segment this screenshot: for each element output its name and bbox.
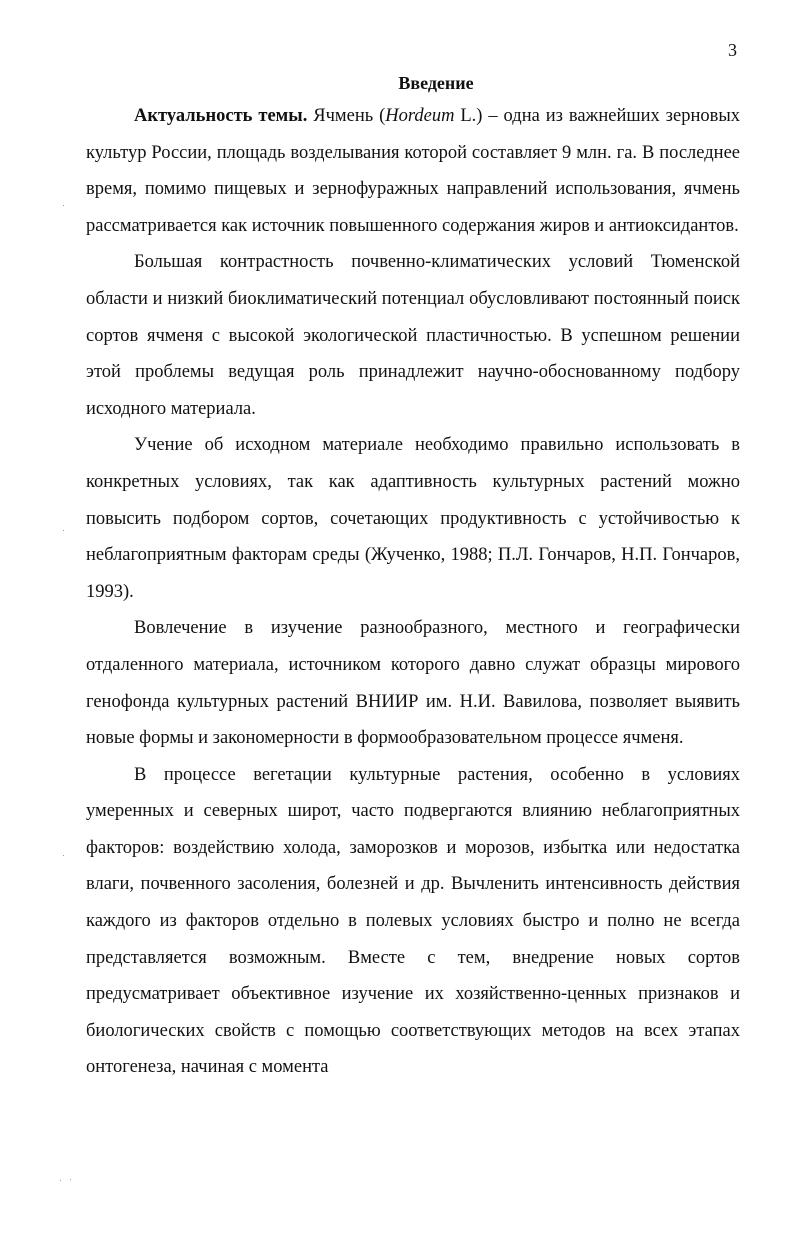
section-heading: Введение [398, 73, 474, 93]
paragraph: Большая контрастность почвенно-климатических условий Тюменской области и низкий биоклиматический потенциал обусловливают постоянный поиск сортов ячменя с высокой экологической пластичностью. В успешном решении этой проблемы ведущая роль принадлежит научно-обоснованному подбору исходного материала. [86, 252, 740, 419]
paragraph: В процессе вегетации культурные растения, особенно в условиях умеренных и северных широт, часто подвергаются влиянию неблагоприятных факторов: воздействию холода, заморозков и морозов, избытка или недостатка влаги, почвенного засоления, болезней и др. Вычленить интенсивность действия каждого из факторов отдельно в полевых условиях быстро и полно не всегда представляется возможным. Вместе с тем, внедрение новых сортов предусматривает объективное изучение их хозяйственно-ценных признаков и биологических свойств с помощью соответствующих методов на всех этапах онтогенеза, начиная с момента [86, 764, 740, 1078]
paragraph: Учение об исходном материале необходимо правильно использовать в конкретных условиях, так как адаптивность культурных растений можно повысить подбором сортов, сочетающих продуктивность с устойчивостью к неблагоприятным факторам среды (Жученко, 1988; П.Л. Гончаров, Н.П. Гончаров, 1993). [86, 435, 740, 602]
paragraph-relevance [86, 98, 740, 244]
scan-speck [63, 205, 64, 206]
paragraph-text-part: L.) – одна из важнейших зерновых культур России, площадь возделывания которой составляет 9 млн. га. В последнее время, помимо пищевых и зернофуражных направлений использования, ячмень рассматривается как источник повышенного содержания жиров и антиоксидантов. [86, 106, 741, 236]
paragraph-text-part: Ячмень ( [307, 106, 386, 126]
scan-speck [60, 1180, 61, 1181]
scan-speck [63, 530, 64, 531]
scan-speck [70, 1179, 71, 1180]
paragraph-lead: Актуальность темы. [134, 106, 308, 126]
paragraph: Вовлечение в изучение разнообразного, местного и географически отдаленного материала, источником которого давно служат образцы мирового генофонда культурных растений ВНИИР им. Н.И. Вавилова, позволяет выявить новые формы и закономерности в формообразовательном процессе ячменя. [86, 618, 740, 749]
latin-term: Hordeum [385, 106, 455, 126]
page-number: 3 [728, 40, 737, 60]
scan-speck [63, 855, 64, 856]
body-text [86, 98, 740, 1086]
